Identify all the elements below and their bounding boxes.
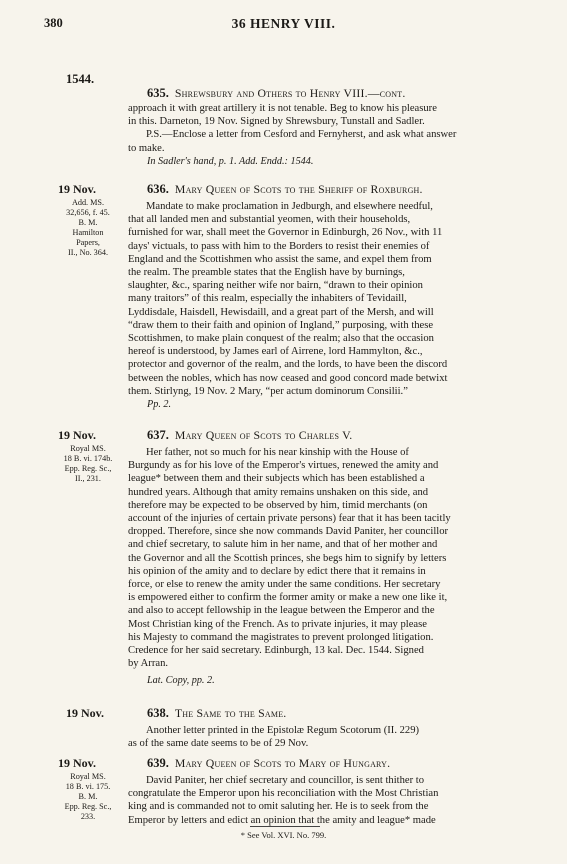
body-line: approach it with great artillery it is not tenable. Beg to know his pleasure [128,103,437,114]
source-line: B. M. [78,792,98,801]
source-line: Hamilton [72,228,104,237]
body-line: hundred years. Although that amity remains unshaken on this side, and [128,486,429,498]
source-reference [58,772,118,822]
year-label: 1544. [66,72,95,86]
source-line: II., 231. [75,474,101,483]
source-line: II., No. 364. [67,248,109,257]
entry-title: Mary Queen of Scots to Charles V. [174,428,353,442]
body-line: Scottishmen, to make plain conquest of the realm; also that the occasion [128,333,434,345]
body-line: Her father, not so much for his near kinship with the House of [146,447,409,458]
entry-note: Lat. Copy, pp. 2. [147,675,215,686]
body-line: that all landed men and substantial yeomen, with their households, [128,214,411,226]
entry-note: Pp. 2. [147,399,172,410]
body-line: congratulate the Emperor upon his reconciliation with the Most Christian [128,788,439,800]
body-line: P.S.—Enclose a letter from Cesford and Fernyherst, and ask what answer [146,129,457,141]
body-line: David Paniter, her chief secretary and councillor, is sent thither to [146,775,425,786]
body-line: and also to accept fellowship in the league between the Emperor and the [128,605,435,617]
entry-number: 638. [147,706,169,720]
source-line: 18 B. vi. 174b. [63,454,113,463]
body-line: his Majesty to command the magistrates to prevent prolonged litigation. [128,631,434,643]
entry-heading [147,756,390,771]
entry-body [128,774,538,827]
entry-heading [147,86,406,101]
body-line: king and is commanded not to omit saluting her. He is to seek from the [128,801,429,813]
entry-note: In Sadler's hand, p. 1. Add. Endd.: 1544. [147,156,314,167]
entry-body [128,200,538,398]
source-line: Add. MS. [71,198,105,207]
body-line: account of the injuries of certain private persons) fear that it has been tacitly [128,513,451,525]
entry-body [128,102,538,155]
body-line: Credence for her said secretary. Edinburgh, 13 kal. Dec. 1544. Signed [128,645,424,657]
body-line: to make. [128,142,165,154]
body-line: is empowered either to confirm the former amity or make a new one like it, [128,592,448,604]
running-title: 36 HENRY VIII. [231,16,336,31]
entry-title: The Same to the Same. [174,706,287,720]
source-line: 18 B. vi. 175. [65,782,111,791]
entry-number: 639. [147,756,169,770]
entry-body [128,446,538,670]
body-line: his opinion of the amity and to declare by edict there that it remains in [128,565,426,577]
source-line: Royal MS. [70,444,106,453]
body-line: protector and governor of the realm, and the lords, to have been the discord [128,359,448,371]
body-line: Emperor by letters and edict an opinion that the amity and league* made [128,814,436,826]
body-line: the Governor and all the Scottish princes, she begs him to signify by letters [128,552,447,564]
body-line: them. Stirlyng, 19 Nov. 2 Mary, “per actum dominorum Consilii.” [128,385,408,397]
body-line: and chief secretary, to salute him in her name, and that of her mother and [128,539,438,551]
footnote: * See Vol. XVI. No. 799. [240,830,327,840]
body-line: Lyddisdale, Haisdell, Hewisdaill, and a great part of the Mersh, and will [128,306,434,318]
body-line: by Arran. [128,658,169,670]
entry-number: 637. [147,428,169,442]
entry-date: 19 Nov. [58,182,97,196]
source-line: 32,656, f. 45. [66,208,110,217]
source-line: Epp. Reg. Sc., [64,802,112,811]
source-reference [58,444,118,484]
body-line: as of the same date seems to be of 29 Nov. [128,738,309,750]
body-line: “draw them to their faith and opinion of Ingland,” purposing, with these [128,319,434,331]
entry-heading [147,428,352,443]
page-number: 380 [44,16,63,30]
body-line: days' victuals, to pass with him to the Borders to resist their enemies of [128,240,430,252]
body-line: dropped. Therefore, since she now commands David Paniter, her councillor [128,526,449,538]
body-line: Burgundy as for his love of the Emperor's virtues, renewed the amity and [128,460,439,472]
entry-heading [147,182,423,197]
entry-body [128,724,538,750]
entry-date: 19 Nov. [58,756,97,770]
body-line: slaughter, &c., sparing neither wife nor bairn, “drawn to their opinion [128,280,423,292]
body-line: therefore may be expected to be observed by him, timid merchants (on [128,499,428,511]
body-line: many traitors” of this realm, especially the inhabiters of Tevidaill, [128,293,407,305]
body-line: Another letter printed in the Epistolæ Regum Scotorum (II. 229) [146,725,420,736]
body-line: furnished for war, shall meet the Governor in Edinburgh, 26 Nov., with 11 [128,227,443,239]
body-line: force, or else to renew the amity under the same conditions. Her secretary [128,579,441,591]
entry-title: Shrewsbury and Others to Henry VIII.—cont. [174,86,406,100]
entry-date: 19 Nov. [66,706,105,720]
body-line: Mandate to make proclamation in Jedburgh, and elsewhere needful, [146,201,433,212]
source-reference [58,198,118,258]
entry-heading [147,706,286,721]
source-line: Epp. Reg. Sc., [64,464,112,473]
body-line: between the nobles, which has now ceased and good concord made betwixt [128,372,448,384]
footnote-rule [250,826,320,827]
entry-title: Mary Queen of Scots to the Sheriff of Roxburgh. [174,182,423,196]
body-line: in this. Darneton, 19 Nov. Signed by Shrewsbury, Tunstall and Sadler. [128,116,425,128]
page-header [0,16,567,34]
source-line: B. M. [78,218,98,227]
body-line: England and the Scottishmen who assist the same, and expel them from [128,253,432,265]
source-line: 233. [80,812,96,821]
body-line: league* between them and their subjects which has been established a [128,473,425,485]
body-line: hereof is understood, by James earl of Airrene, lord Hammylton, &c., [128,346,423,358]
entry-title: Mary Queen of Scots to Mary of Hungary. [174,756,391,770]
body-line: the realm. The preamble states that the English have by burnings, [128,267,405,279]
body-line: Most Christian king of the French. As to private injuries, it may please [128,618,427,630]
entry-number: 636. [147,182,169,196]
entry-date: 19 Nov. [58,428,97,442]
source-line: Papers, [76,238,100,247]
source-line: Royal MS. [70,772,106,781]
entry-number: 635. [147,86,169,100]
